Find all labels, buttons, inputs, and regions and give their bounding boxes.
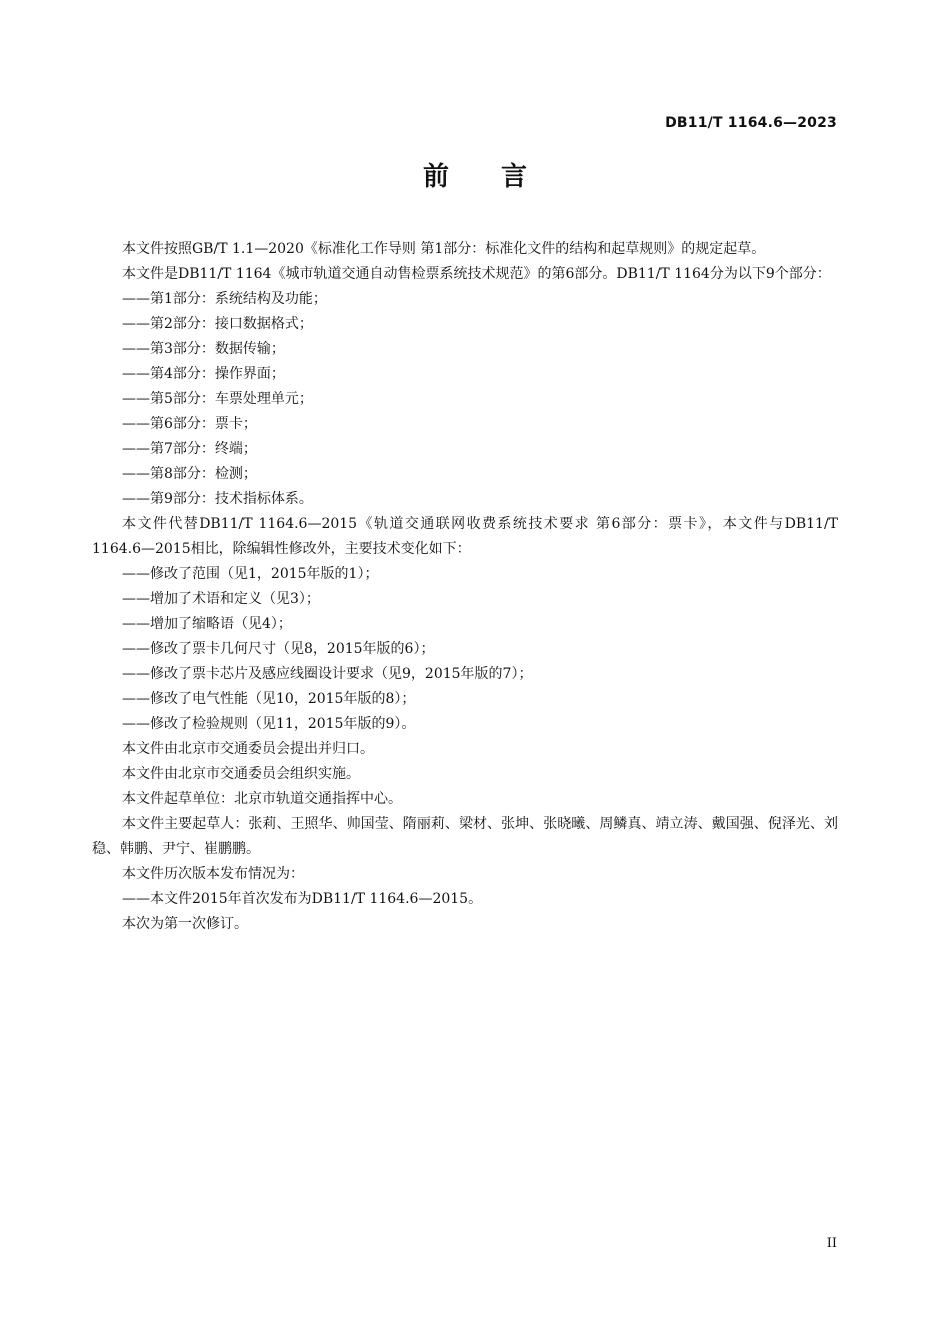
paragraph: 本文件是DB11/T 1164《城市轨道交通自动售检票系统技术规范》的第6部分。DB11/T 1164分为以下9个部分： <box>122 266 831 282</box>
page-title <box>0 156 950 193</box>
list-item: ——第2部分：接口数据格式； <box>122 316 313 332</box>
paragraph: 本文件代替DB11/T 1164.6—2015《轨道交通联网收费系统技术要求 第6部分：票卡》，本文件与DB11/T 1164.6—2015相比，除编辑性修改外，主要技术变化如下： <box>92 516 838 557</box>
paragraph: 本文件由北京市交通委员会组织实施。 <box>122 766 360 782</box>
list-item: ——第3部分：数据传输； <box>122 341 285 357</box>
paragraph: 本文件主要起草人：张莉、王照华、帅国莹、隋丽莉、梁材、张坤、张晓曦、周鳞真、靖立涛、戴国强、倪泽光、刘稳、韩鹏、尹宁、崔鹏鹏。 <box>92 816 838 857</box>
list-item: ——修改了票卡芯片及感应线圈设计要求（见9，2015年版的7）； <box>122 666 533 682</box>
list-item: ——第4部分：操作界面； <box>122 366 285 382</box>
list-item: ——第6部分：票卡； <box>122 416 257 432</box>
paragraph: 本次为第一次修订。 <box>122 916 248 932</box>
title-part-2: 言 <box>501 162 528 192</box>
paragraph: 本文件历次版本发布情况为： <box>122 866 304 882</box>
page-number: II <box>826 1236 837 1251</box>
list-item: ——第1部分：系统结构及功能； <box>122 291 327 307</box>
paragraph: 本文件起草单位：北京市轨道交通指挥中心。 <box>122 791 402 807</box>
foreword-body <box>92 237 838 937</box>
list-item: ——第8部分：检测； <box>122 466 257 482</box>
list-item: ——修改了票卡几何尺寸（见8，2015年版的6）； <box>122 641 435 657</box>
paragraph: 本文件按照GB/T 1.1—2020《标准化工作导则 第1部分：标准化文件的结构和起草规则》的规定起草。 <box>122 241 766 257</box>
list-item: ——本文件2015年首次发布为DB11/T 1164.6—2015。 <box>122 891 483 907</box>
document-code: DB11/T 1164.6—2023 <box>665 115 837 131</box>
list-item: ——增加了缩略语（见4）； <box>122 616 292 632</box>
list-item: ——修改了电气性能（见10，2015年版的8）； <box>122 691 416 707</box>
list-item: ——增加了术语和定义（见3）； <box>122 591 320 607</box>
list-item: ——第7部分：终端； <box>122 441 257 457</box>
paragraph: 本文件由北京市交通委员会提出并归口。 <box>122 741 374 757</box>
list-item: ——第9部分：技术指标体系。 <box>122 491 313 507</box>
list-item: ——修改了范围（见1，2015年版的1）； <box>122 566 379 582</box>
list-item: ——修改了检验规则（见11，2015年版的9）。 <box>122 716 416 732</box>
title-part-1: 前 <box>422 162 449 192</box>
list-item: ——第5部分：车票处理单元； <box>122 391 313 407</box>
